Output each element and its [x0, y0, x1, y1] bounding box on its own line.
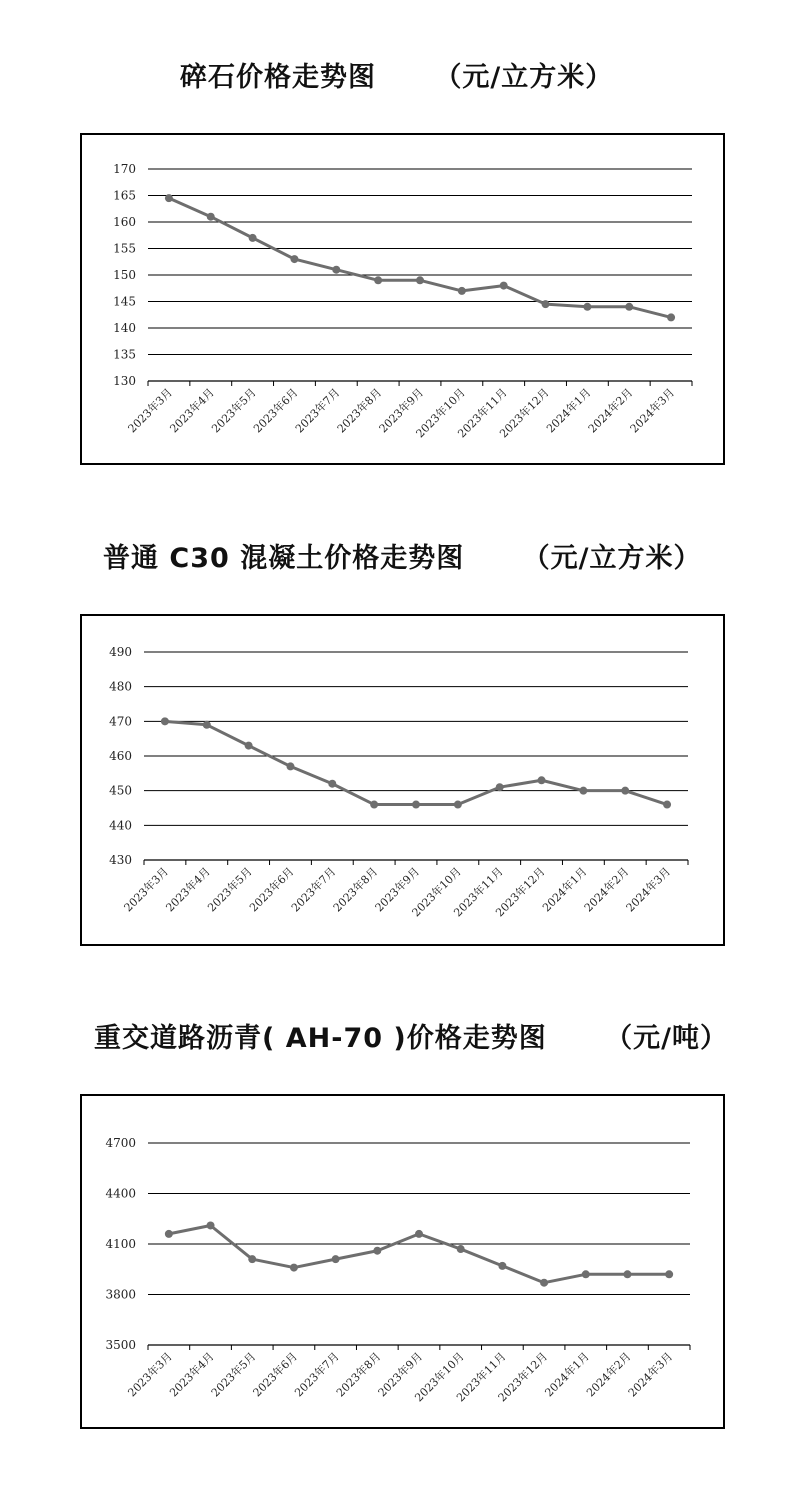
data-point: [583, 303, 591, 311]
chart3-unit: （元/吨）: [605, 1023, 729, 1054]
data-point: [542, 300, 550, 308]
x-tick-label: 2023年6月: [247, 864, 297, 915]
x-tick-label: 2024年3月: [625, 1349, 676, 1400]
data-point: [667, 313, 675, 321]
x-tick-label: 2023年12月: [495, 1349, 551, 1405]
x-tick-label: 2024年3月: [623, 864, 674, 915]
y-tick-label: 160: [113, 215, 136, 229]
data-point: [248, 1255, 256, 1263]
x-tick-label: 2023年12月: [493, 864, 548, 920]
series-line: [169, 198, 671, 317]
x-tick-label: 2024年1月: [544, 385, 594, 436]
x-tick-label: 2023年12月: [497, 385, 552, 441]
data-point: [165, 194, 173, 202]
chart2-title-text: 普通 C30 混凝土价格走势图: [103, 543, 465, 574]
data-point: [286, 762, 294, 770]
chart3-title: [94, 1016, 728, 1055]
data-point: [621, 787, 629, 795]
data-point: [290, 255, 298, 263]
chart3-frame: [80, 1094, 725, 1429]
x-tick-label: 2024年1月: [540, 864, 590, 915]
x-tick-label: 2023年4月: [163, 864, 213, 915]
y-tick-label: 3800: [105, 1287, 136, 1302]
data-point: [332, 266, 340, 274]
x-tick-label: 2023年10月: [413, 385, 468, 441]
chart1-title: [180, 55, 613, 94]
x-tick-label: 2023年9月: [372, 864, 423, 915]
y-tick-label: 150: [113, 268, 136, 282]
x-tick-label: 2024年2月: [585, 385, 636, 436]
x-tick-label: 2023年5月: [205, 864, 255, 915]
y-tick-label: 460: [109, 749, 132, 763]
data-point: [412, 801, 420, 809]
data-point: [582, 1270, 590, 1278]
data-point: [457, 1245, 465, 1253]
x-tick-label: 2023年3月: [121, 864, 172, 915]
x-tick-label: 2023年8月: [333, 1349, 384, 1400]
chart1-title-text: 碎石价格走势图: [180, 62, 376, 93]
y-tick-label: 480: [109, 679, 132, 694]
data-point: [161, 717, 169, 725]
chart1-svg: [82, 135, 727, 467]
x-tick-label: 2023年7月: [292, 385, 343, 436]
data-point: [370, 801, 378, 809]
y-tick-label: 145: [113, 294, 136, 309]
x-tick-label: 2023年6月: [250, 1349, 301, 1400]
data-point: [374, 276, 382, 284]
chart1-unit: （元/立方米）: [434, 62, 614, 93]
data-point: [290, 1264, 298, 1272]
chart3-title-text: 重交道路沥青( AH-70 )价格走势图: [94, 1023, 547, 1054]
chart2-svg: [82, 616, 727, 948]
data-point: [498, 1262, 506, 1270]
chart1-frame: [80, 133, 725, 465]
y-tick-label: 135: [113, 347, 136, 362]
data-point: [245, 742, 253, 750]
y-tick-label: 490: [109, 645, 132, 659]
x-tick-label: 2023年5月: [209, 385, 259, 436]
y-tick-label: 165: [113, 188, 136, 203]
y-tick-label: 170: [113, 162, 136, 176]
y-tick-label: 130: [113, 374, 136, 388]
x-tick-label: 2023年5月: [208, 1349, 259, 1400]
y-tick-label: 4100: [105, 1237, 136, 1251]
x-tick-label: 2023年9月: [375, 1349, 426, 1400]
x-tick-label: 2023年11月: [454, 1349, 509, 1405]
y-tick-label: 470: [109, 714, 132, 729]
x-tick-label: 2023年7月: [288, 864, 339, 915]
x-tick-label: 2023年9月: [376, 385, 427, 436]
data-point: [665, 1270, 673, 1278]
data-point: [249, 234, 257, 242]
y-tick-label: 3500: [105, 1338, 136, 1352]
data-point: [203, 721, 211, 729]
y-tick-label: 4700: [105, 1136, 136, 1150]
x-tick-label: 2023年4月: [167, 385, 217, 436]
y-tick-label: 155: [113, 241, 136, 256]
data-point: [207, 213, 215, 221]
data-point: [540, 1279, 548, 1287]
data-point: [332, 1255, 340, 1263]
x-tick-label: 2023年7月: [292, 1349, 342, 1400]
data-point: [625, 303, 633, 311]
data-point: [496, 783, 504, 791]
x-tick-label: 2023年6月: [251, 385, 301, 436]
x-tick-label: 2023年3月: [125, 385, 176, 436]
chart2-unit: （元/立方米）: [522, 543, 702, 574]
x-tick-label: 2023年8月: [330, 864, 381, 915]
x-tick-label: 2023年4月: [167, 1349, 217, 1400]
data-point: [415, 1230, 423, 1238]
data-point: [623, 1270, 631, 1278]
x-tick-label: 2024年1月: [542, 1349, 592, 1400]
y-tick-label: 440: [109, 818, 132, 833]
x-tick-label: 2024年2月: [584, 1349, 634, 1400]
data-point: [663, 801, 671, 809]
x-tick-label: 2023年11月: [455, 385, 510, 441]
data-point: [165, 1230, 173, 1238]
y-tick-label: 430: [109, 853, 132, 867]
chart2-frame: [80, 614, 725, 946]
chart2-title: [103, 536, 701, 575]
data-point: [207, 1221, 215, 1229]
data-point: [416, 276, 424, 284]
x-tick-label: 2024年2月: [581, 864, 632, 915]
data-point: [538, 776, 546, 784]
y-tick-label: 4400: [105, 1186, 136, 1201]
series-line: [165, 721, 667, 804]
y-tick-label: 450: [109, 783, 132, 798]
data-point: [579, 787, 587, 795]
x-tick-label: 2023年11月: [451, 864, 506, 920]
data-point: [328, 780, 336, 788]
data-point: [454, 801, 462, 809]
y-tick-label: 140: [113, 321, 136, 335]
x-tick-label: 2023年10月: [409, 864, 464, 920]
x-tick-label: 2023年10月: [412, 1349, 467, 1405]
chart3-svg: [82, 1096, 727, 1431]
data-point: [500, 282, 508, 290]
data-point: [458, 287, 466, 295]
x-tick-label: 2024年3月: [627, 385, 678, 436]
data-point: [373, 1247, 381, 1255]
x-tick-label: 2023年8月: [334, 385, 385, 436]
x-tick-label: 2023年3月: [125, 1349, 175, 1400]
